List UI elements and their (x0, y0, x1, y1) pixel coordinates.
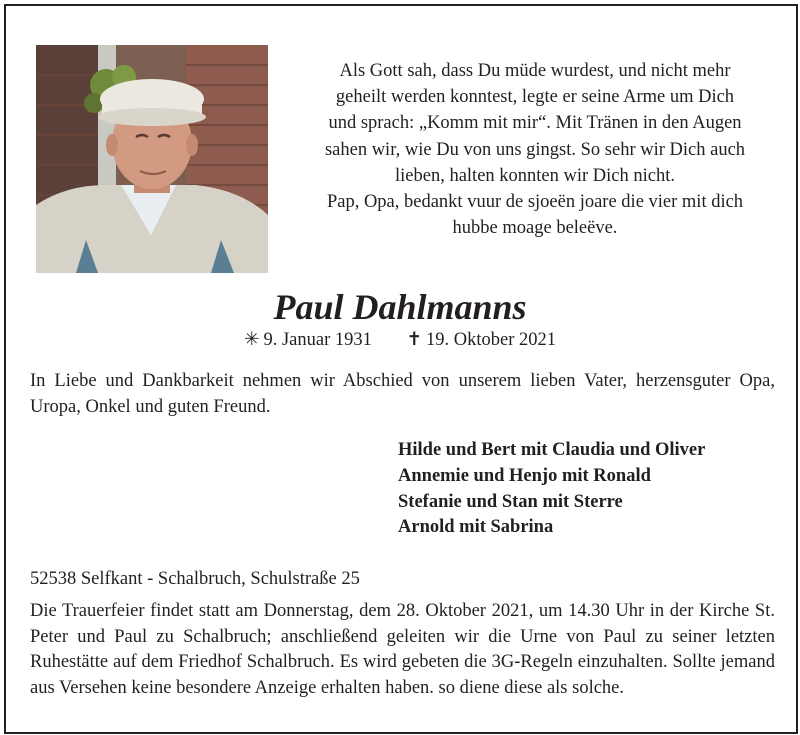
poem-line: geheilt werden konntest, legte er seine Arme um Dich (335, 87, 735, 108)
deceased-name: Paul Dahlmanns (273, 287, 527, 327)
cross-icon: ✝ (406, 330, 423, 350)
poem-line: lieben, halten konnten wir Dich nicht. (395, 165, 675, 186)
farewell-text: In Liebe und Dankbarkeit nehmen wir Abschied von unserem lieben Vater, herzensguter Opa, Uropa, Onkel und guten Freund. (30, 371, 775, 417)
death-date-group (407, 327, 557, 353)
ceremony-text: Die Trauerfeier findet statt am Donnerstag, dem 28. Oktober 2021, um 14.30 Uhr in der Kirche St. Peter und Paul zu Schalbruch; anschließend geleiten wir die Urne von Paul zu seiner letzten Ruhestätte auf dem Friedhof Schalbruch. Es wird gebeten die 3G-Regeln einzuhalten. Sollte jemand aus Versehen keine besondere Anzeige erhalten haben. so diene diese als solche. (30, 601, 775, 698)
family-list (398, 438, 705, 541)
family-member: Arnold mit Sabrina (398, 517, 554, 538)
life-dates (0, 327, 800, 353)
asterisk-icon: ✳ (243, 330, 260, 350)
death-date: 19. Oktober 2021 (426, 330, 557, 350)
poem-line: Als Gott sah, dass Du müde wurdest, und nicht mehr (339, 61, 731, 81)
birth-date-group (244, 327, 372, 353)
family-member: Stefanie und Stan mit Sterre (398, 491, 623, 512)
address: 52538 Selfkant - Schalbruch, Schulstraße 25 (30, 569, 360, 589)
memorial-poem (290, 58, 780, 241)
portrait-illustration (36, 45, 268, 273)
poem-line: hubbe moage beleëve. (452, 218, 618, 239)
poem-line: Pap, Opa, bedankt vuur de sjoeën joare die vier mit dich (326, 192, 744, 213)
poem-line: und sprach: „Komm mit mir“. Mit Tränen in den Augen (328, 113, 742, 134)
birth-date: 9. Januar 1931 (263, 330, 372, 350)
portrait-photo (36, 45, 268, 273)
poem-line: sahen wir, wie Du von uns gingst. So sehr wir Dich auch (324, 139, 746, 160)
family-member: Annemie und Henjo mit Ronald (398, 465, 651, 486)
family-member: Hilde und Bert mit Claudia und Oliver (398, 440, 706, 460)
